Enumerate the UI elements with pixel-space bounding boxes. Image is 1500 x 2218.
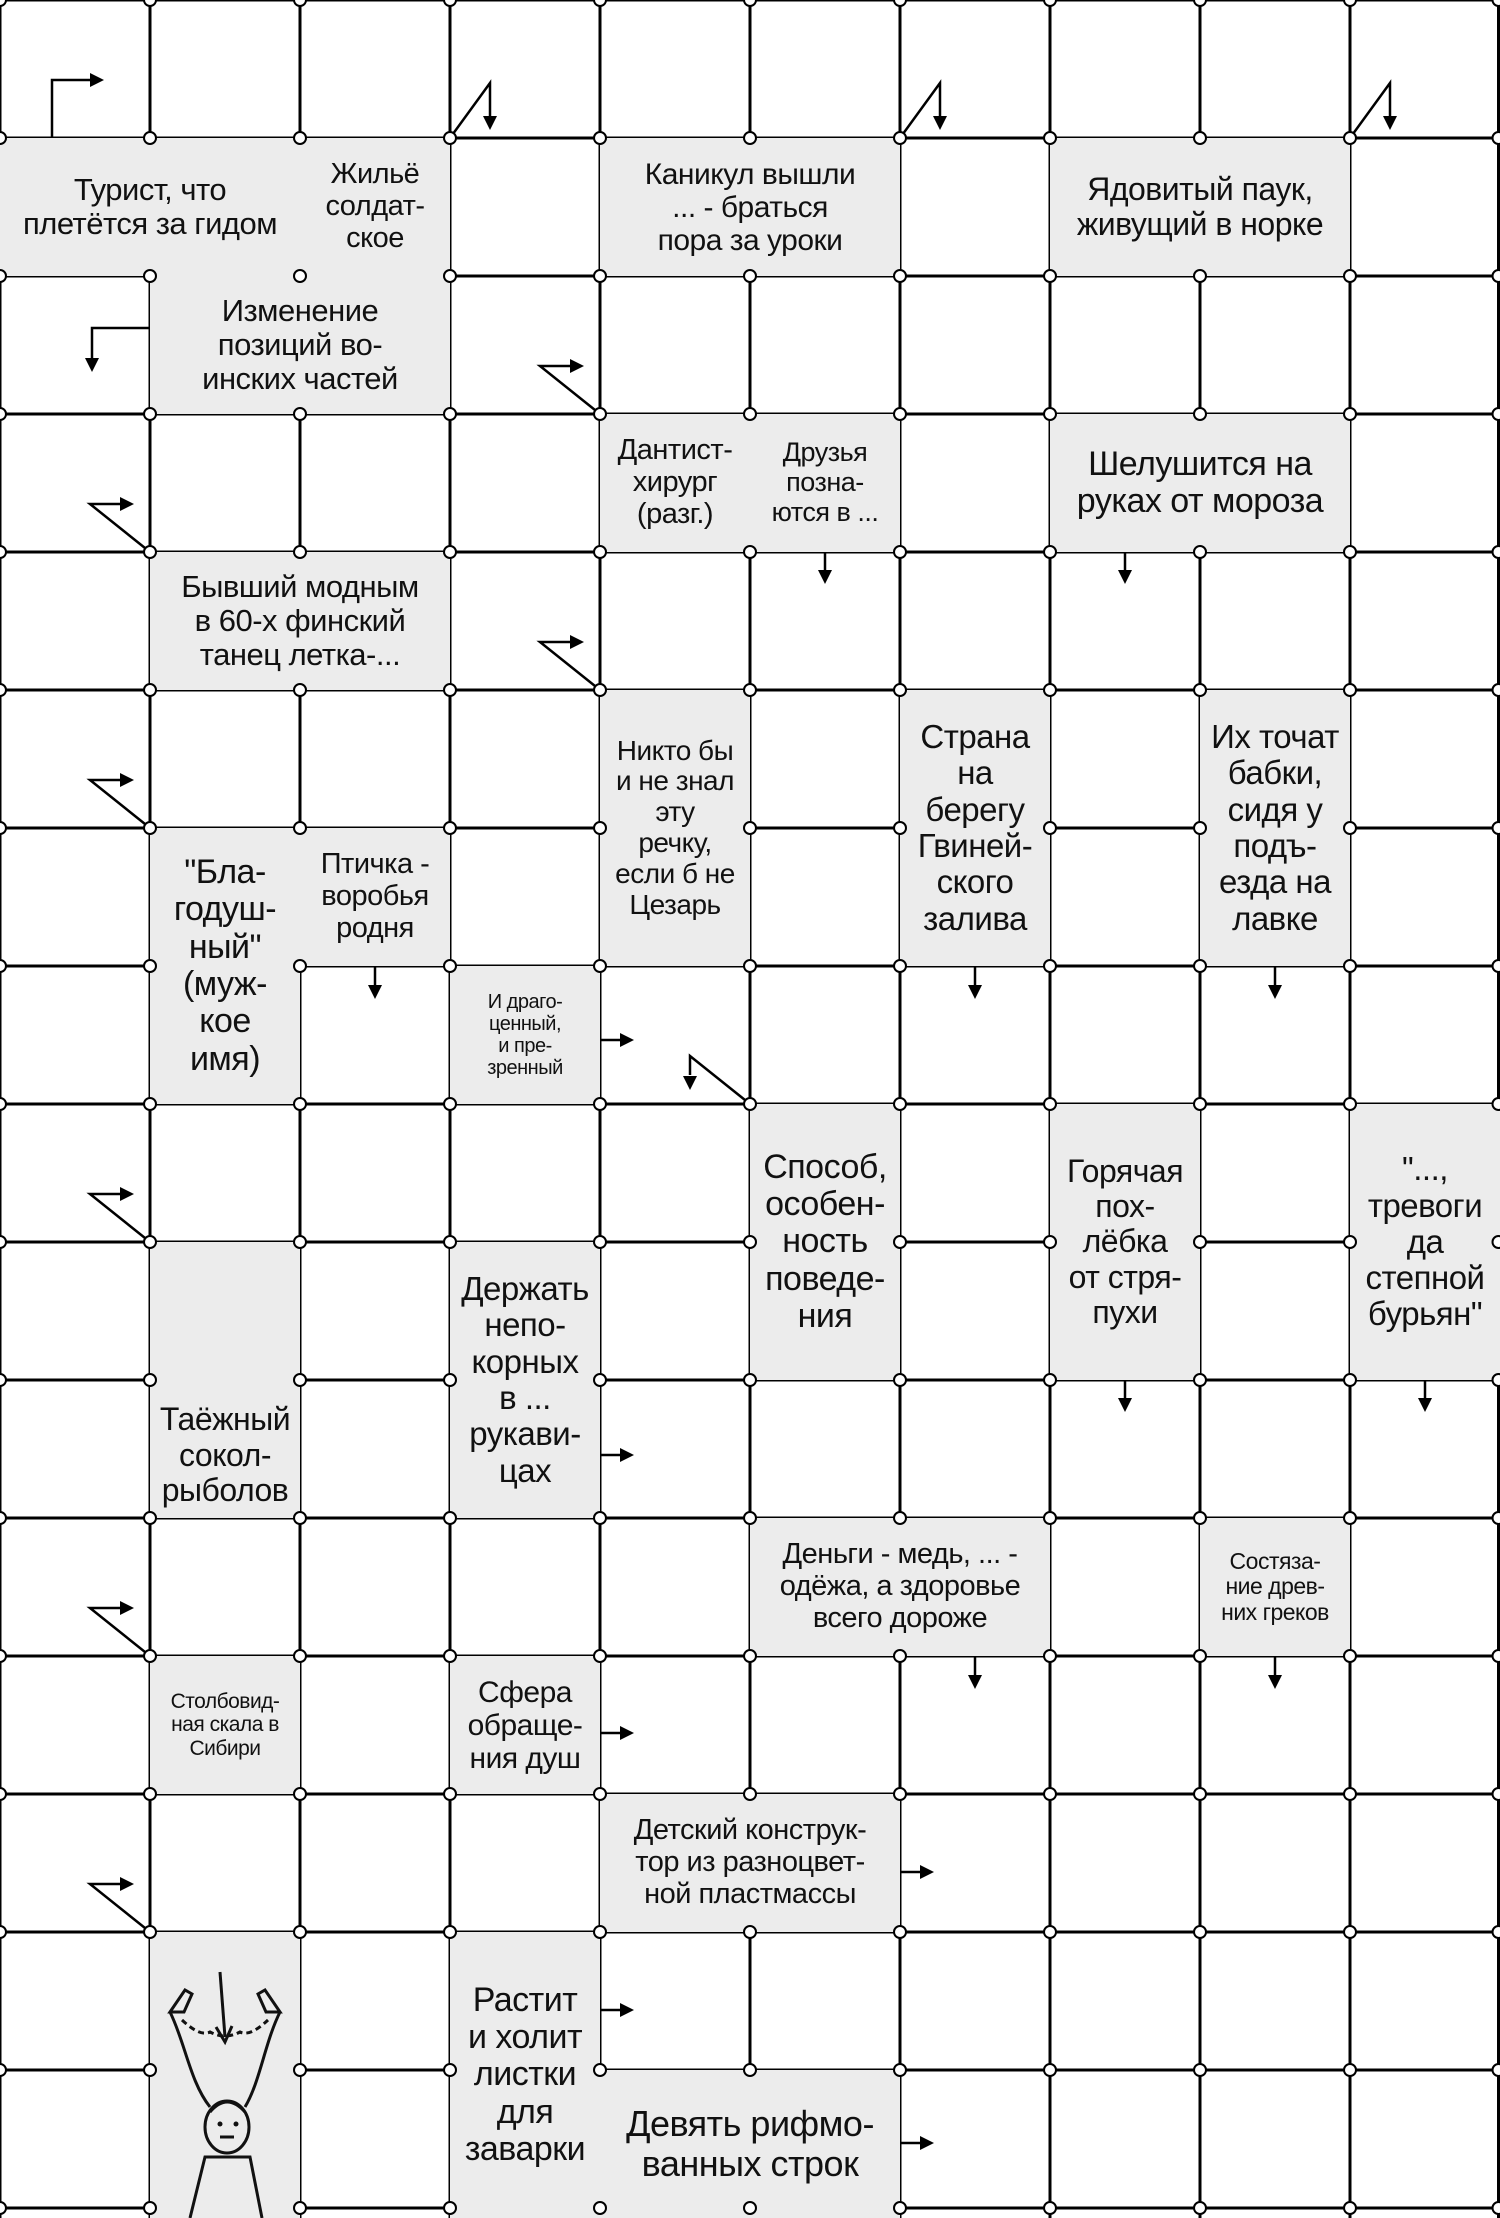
clue-c3: Каникул вышли ... - браться пора за уроки (600, 138, 900, 276)
clue-c17: Горячая пох- лёбка от стря- пухи (1050, 1104, 1200, 1380)
clue-c19: Держать непо- корных в ... рукави- цах (450, 1242, 600, 1518)
clue-c11: Страна на берегу Гвиней- ского залива (900, 690, 1050, 966)
clue-c15: И драго- ценный, и пре- зренный (450, 966, 600, 1104)
clue-c14: Птичка - воробья родня (300, 828, 450, 966)
clue-c25: Детский конструк- тор из разноцвет- ной пластмассы (600, 1794, 900, 1932)
clue-c13: "Бла- годуш- ный" (муж- кое имя) (150, 828, 300, 1104)
clue-c24: Сфера обраще- ния душ (450, 1656, 600, 1794)
clue-c18: "..., тревоги да степной бурьян" (1350, 1104, 1500, 1380)
clue-c9: Бывший модным в 60-х финский танец летка-... (150, 552, 450, 690)
clue-c1: Турист, что плетётся за гидом (0, 138, 300, 276)
clue-c22: Состяза- ние древ- них греков (1200, 1518, 1350, 1656)
clue-c12: Их точат бабки, сидя у подъ- езда на лавке (1200, 690, 1350, 966)
clue-c2: Жильё солдат- ское (300, 138, 450, 276)
clue-c16: Способ, особен- ность поведе- ния (750, 1104, 900, 1380)
clue-c27: Девять рифмо- ванных строк (600, 2070, 900, 2218)
clue-c23: Столбовид- ная скала в Сибири (150, 1656, 300, 1794)
clue-c21: Деньги - медь, ... - одёжа, а здоровье всего дороже (750, 1518, 1050, 1656)
clue-c5: Изменение позиций во- инских частей (150, 276, 450, 414)
clue-c8: Шелушится на руках от мороза (1050, 414, 1350, 552)
clue-c4: Ядовитый паук, живущий в норке (1050, 138, 1350, 276)
clue-c10: Никто бы и не знал эту речку, если б не Цезарь (600, 690, 750, 966)
clue-c20: Таёжный сокол- рыболов (150, 1242, 300, 1518)
clue-c26: Растит и холит листки для заварки (450, 1932, 600, 2218)
clue-c6: Дантист- хирург (разг.) (600, 414, 750, 552)
clue-c7: Друзья позна- ются в ... (750, 414, 900, 552)
